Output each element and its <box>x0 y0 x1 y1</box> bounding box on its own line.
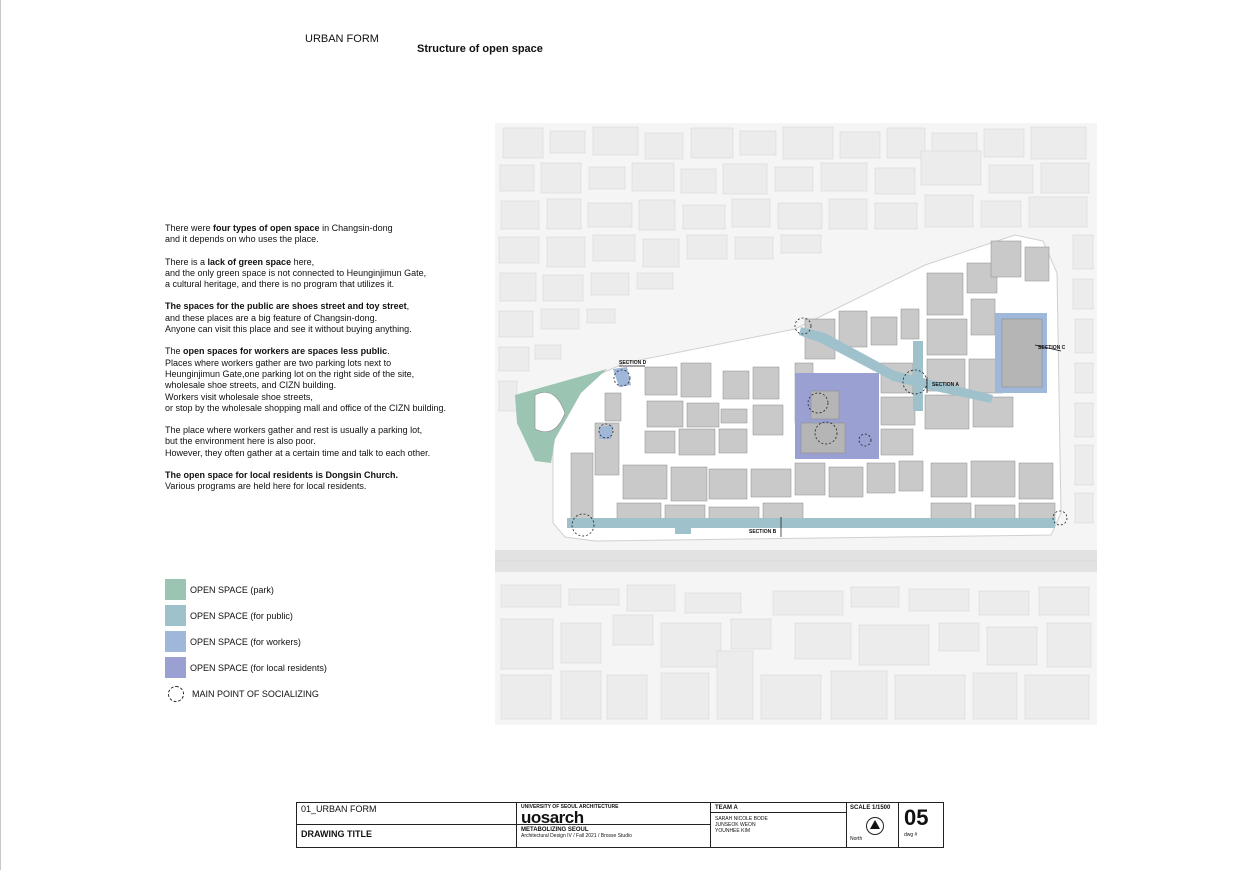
section-b-label: SECTION B <box>749 529 777 535</box>
paragraph-types <box>165 223 485 246</box>
description-text <box>165 223 485 504</box>
legend-swatch <box>165 631 186 652</box>
team-member: SARAH NICOLE BODE <box>715 816 768 822</box>
site-map <box>495 123 1097 725</box>
text-line: Places where workers gather are two parking lots next to <box>165 357 392 368</box>
text-line: Heunginjimun Gate,one parking lot on the right side of the site, <box>165 368 415 379</box>
scale-cell <box>847 803 899 847</box>
section-c-label: SECTION C <box>1038 345 1066 351</box>
legend-label: OPEN SPACE (for workers) <box>190 636 301 647</box>
logo-small-text: UNIVERSITY OF SEOUL ARCHITECTURE <box>521 804 619 810</box>
cizn-building <box>1002 319 1042 387</box>
paragraph-residents <box>165 470 485 493</box>
uosarch-logo: uosarch <box>521 808 584 827</box>
text-line: Workers visit wholesale shoe streets, <box>165 391 313 402</box>
text-bold: lack of green space <box>207 256 292 267</box>
legend-item-public <box>165 605 327 626</box>
sheet-section-text: 01_URBAN FORM <box>301 804 377 814</box>
context-buildings-south <box>501 585 1091 719</box>
text-run: . <box>387 346 390 357</box>
text-line: but the environment here is also poor. <box>165 436 316 447</box>
text-line: or stop by the wholesale shopping mall and office of the CIZN building. <box>165 402 446 413</box>
text-line: Various programs are held here for local residents. <box>165 481 367 492</box>
dwg-number-cell <box>899 803 943 847</box>
team-cell <box>711 803 847 847</box>
legend-item-workers <box>165 631 327 652</box>
legend-swatch <box>165 605 186 626</box>
text-line: and it depends on who uses the place. <box>165 234 319 245</box>
drawing-title-text: DRAWING TITLE <box>301 829 372 839</box>
paragraph-parking <box>165 425 485 459</box>
scale-text: SCALE 1/1500 <box>850 805 891 811</box>
legend-item-park <box>165 579 327 600</box>
text-run: here, <box>291 256 315 267</box>
text-bold: The open space for local residents is Dongsin Church. <box>165 470 399 481</box>
legend-swatch <box>165 579 186 600</box>
text-line: Anyone can visit this place and see it without buying anything. <box>165 324 412 335</box>
page-left-border <box>0 0 1 870</box>
course-info: Architectural Design IV / Fall 2021 / Brosse Studio <box>521 833 632 839</box>
church-building <box>811 391 839 419</box>
text-bold: open spaces for workers are spaces less public <box>183 346 388 357</box>
title-block <box>296 802 944 848</box>
header-section-label: URBAN FORM <box>305 33 379 45</box>
logo-cell <box>517 803 711 825</box>
project-name: METABOLIZING SEOUL <box>521 827 589 833</box>
legend-label: OPEN SPACE (for public) <box>190 610 293 621</box>
text-bold: The spaces for the public are shoes street and toy street <box>165 301 407 312</box>
legend-item-socializing <box>165 683 327 704</box>
text-bold: four types of open space <box>213 223 320 233</box>
team-member: YOUNHEE KIM <box>715 828 751 834</box>
team-label: TEAM A <box>711 805 846 813</box>
title-block-drawing-title <box>297 825 517 847</box>
legend-label: OPEN SPACE (for local residents) <box>190 662 327 673</box>
text-line: a cultural heritage, and there is no program that utilizes it. <box>165 279 395 290</box>
legend-swatch <box>165 657 186 678</box>
section-d-label: SECTION D <box>619 360 647 366</box>
text-run: There is a <box>165 256 208 267</box>
church-hall <box>801 423 845 453</box>
text-run: The <box>165 346 184 357</box>
text-run: in Changsin-dong <box>319 223 393 233</box>
paragraph-workers <box>165 346 485 414</box>
text-line: However, they often gather at a certain time and talk to each other. <box>165 447 431 458</box>
north-arrow-icon <box>866 817 884 835</box>
paragraph-green-space <box>165 257 485 291</box>
text-run: There were <box>165 223 214 233</box>
dashed-circle-icon <box>168 686 184 702</box>
text-line: and the only green space is not connected to Heunginjimun Gate, <box>165 267 427 278</box>
workers-space-parking-gate-2 <box>599 425 613 439</box>
legend-item-residents <box>165 657 327 678</box>
text-run: , <box>406 301 410 312</box>
project-cell <box>517 825 711 847</box>
text-line: wholesale shoe streets, and CIZN building. <box>165 380 337 391</box>
text-line: The place where workers gather and rest is usually a parking lot, <box>165 425 423 436</box>
section-a-label: SECTION A <box>932 382 960 388</box>
north-label: North <box>850 836 863 842</box>
page-title: Structure of open space <box>417 43 543 55</box>
legend-label: OPEN SPACE (park) <box>190 584 274 595</box>
legend <box>165 579 327 709</box>
title-block-sheet-section <box>297 803 517 825</box>
legend-label: MAIN POINT OF SOCIALIZING <box>192 688 319 699</box>
dwg-number: 05 <box>904 805 929 830</box>
paragraph-public <box>165 301 485 335</box>
dwg-label: dwg # <box>904 832 918 838</box>
text-line: and these places are a big feature of Changsin-dong. <box>165 312 378 323</box>
team-member: JUNSEOK WEON <box>715 822 756 828</box>
